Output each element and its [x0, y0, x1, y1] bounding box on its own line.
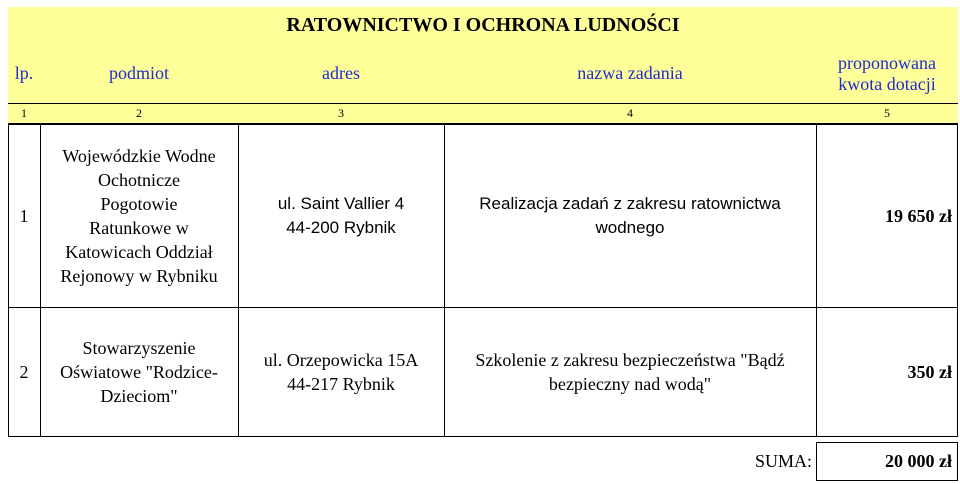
grid-line — [8, 436, 958, 437]
row2-nazwa-line: Szkolenie z zakresu bezpieczeństwa "Bądź — [475, 350, 785, 370]
row1-podmiot-line: Ratunkowe w — [89, 218, 189, 238]
row1-nazwa-line: wodnego — [595, 218, 665, 237]
header-kwota — [816, 44, 958, 103]
row1-nazwa — [444, 125, 816, 307]
grid-line — [444, 123, 445, 436]
colnum-3: 3 — [238, 103, 444, 123]
row2-adres — [238, 308, 444, 436]
header-lp-label: lp. — [14, 63, 34, 83]
row2-podmiot-line: Oświatowe "Rodzice- — [60, 362, 218, 382]
grid-line — [816, 480, 958, 481]
row2-podmiot — [40, 308, 238, 436]
grid-line — [238, 123, 239, 436]
header-adres-label: adres — [322, 63, 360, 83]
header-nazwa-zadania — [444, 44, 816, 103]
row2-nazwa — [444, 308, 816, 436]
colnum-4: 4 — [444, 103, 816, 123]
header-adres — [238, 44, 444, 103]
grid-line — [816, 442, 958, 443]
grid-line — [40, 123, 41, 436]
suma-value: 20 000 zł — [885, 451, 952, 471]
table-title — [8, 7, 958, 44]
row1-kwota: 19 650 zł — [885, 206, 952, 226]
row2-podmiot-line: Dzieciom" — [100, 386, 178, 406]
grid-line — [816, 442, 817, 480]
row1-podmiot-line: Katowicach Oddział — [65, 242, 213, 262]
header-lp — [8, 44, 40, 103]
row2-adres-line: ul. Orzepowicka 15A — [263, 350, 419, 370]
header-kwota-line2: kwota dotacji — [838, 73, 936, 94]
grid-line — [8, 123, 9, 436]
table-title-text: RATOWNICTWO I OCHRONA LUDNOŚCI — [286, 14, 680, 36]
grid-line — [8, 103, 958, 104]
colnum-1: 1 — [8, 103, 40, 123]
row1-adres-line: 44-200 Rybnik — [286, 218, 396, 237]
row2-lp: 2 — [19, 362, 29, 382]
header-podmiot — [40, 44, 238, 103]
grid-line — [816, 123, 817, 436]
row2-adres-line: 44-217 Rybnik — [287, 374, 395, 394]
row2-podmiot-line: Stowarzyszenie — [82, 338, 196, 358]
header-kwota-line1: proponowana — [838, 52, 936, 73]
colnum-5: 5 — [816, 103, 958, 123]
row1-adres — [238, 125, 444, 307]
row1-podmiot-line: Ochotnicze — [98, 170, 180, 190]
grid-line — [957, 442, 958, 480]
header-podmiot-label: podmiot — [108, 63, 169, 83]
header-nazwa-label: nazwa zadania — [577, 63, 683, 83]
row2-kwota: 350 zł — [907, 362, 952, 382]
row1-podmiot-line: Wojewódzkie Wodne — [62, 146, 216, 166]
row1-podmiot — [40, 125, 238, 307]
row1-podmiot-line: Pogotowie — [100, 194, 178, 214]
row1-lp: 1 — [19, 206, 29, 226]
row2-nazwa-line: bezpieczny nad wodą" — [548, 374, 712, 394]
row1-podmiot-line: Rejonowy w Rybniku — [60, 266, 218, 286]
row1-nazwa-line: Realizacja zadań z zakresu ratownictwa — [479, 194, 781, 213]
row1-adres-line: ul. Saint Vallier 4 — [277, 194, 405, 213]
colnum-2: 2 — [40, 103, 238, 123]
suma-label: SUMA: — [754, 451, 812, 471]
grid-line — [957, 123, 958, 436]
